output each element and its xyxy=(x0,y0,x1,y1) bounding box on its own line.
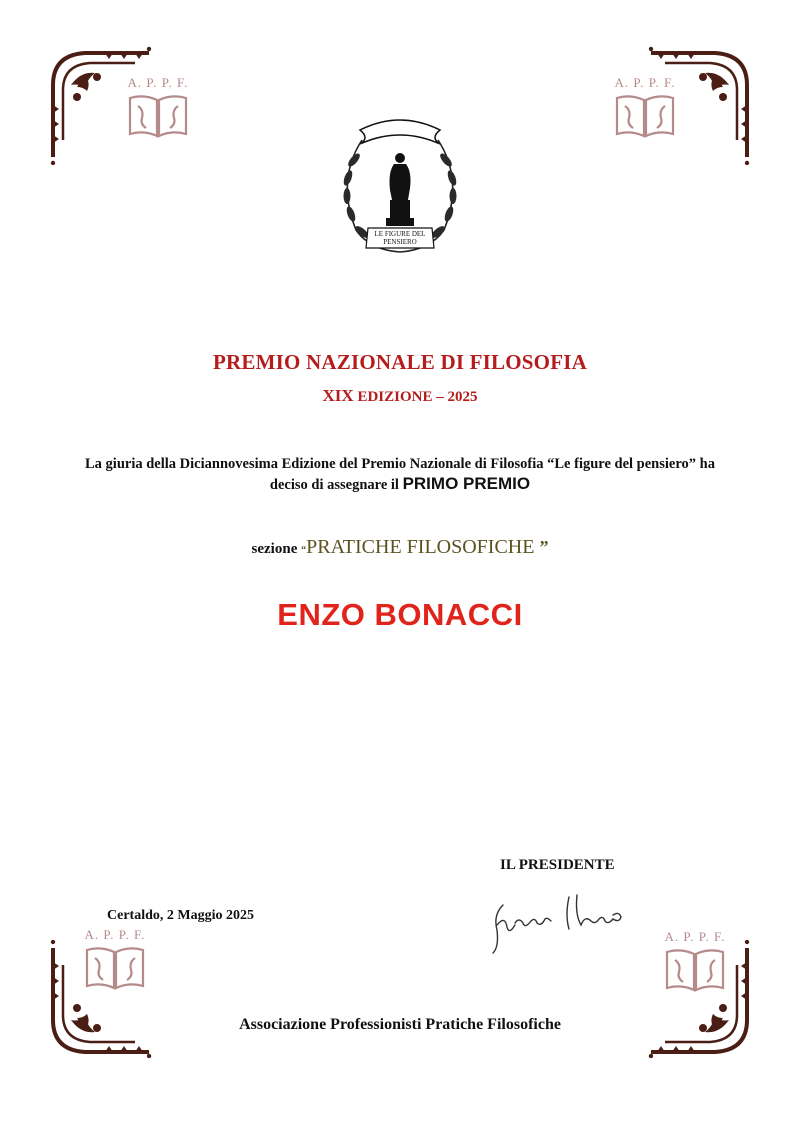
logo-text: A. P. P. F. xyxy=(84,927,146,942)
prize-label: PRIMO PREMIO xyxy=(402,474,531,493)
logo-text: A. P. P. F. xyxy=(127,75,189,90)
title-text: PREMIO NAZIONALE DI FILOSOFIA xyxy=(213,350,587,374)
logo-text: A. P. P. F. xyxy=(614,75,676,90)
emblem-caption-line2: PENSIERO xyxy=(383,238,417,246)
open-book-faces-icon xyxy=(613,92,677,140)
open-book-faces-icon xyxy=(126,92,190,140)
appf-logo-top-left xyxy=(115,75,201,140)
award-statement xyxy=(80,454,720,495)
edition-roman: XIX xyxy=(322,386,354,405)
president-label: IL PRESIDENTE xyxy=(500,857,615,873)
open-book-faces-icon xyxy=(663,946,727,994)
section-label: sezione xyxy=(251,541,302,557)
section-open-quote: “ xyxy=(301,545,307,556)
section-line xyxy=(0,536,800,559)
edition-rest: EDIZIONE – 2025 xyxy=(357,389,478,405)
association-name: Associazione Professionisti Pratiche Filosofiche xyxy=(239,1016,561,1033)
statement-text: La giuria della Diciannovesima Edizione del Premio Nazionale di Filosofia “Le figure del pensiero” ha deciso di assegnare il xyxy=(85,456,715,493)
laurel-wreath-statue-emblem xyxy=(330,100,470,265)
appf-logo-bottom-left xyxy=(72,927,158,992)
appf-logo-top-right xyxy=(602,75,688,140)
page-title xyxy=(0,350,800,375)
logo-text: A. P. P. F. xyxy=(664,929,726,944)
winner-name: ENZO BONACCI xyxy=(277,597,523,632)
open-book-faces-icon xyxy=(83,944,147,992)
appf-logo-bottom-right xyxy=(652,929,738,994)
place-date: Certaldo, 2 Maggio 2025 xyxy=(107,908,254,923)
emblem-caption-line1: LE FIGURE DEL xyxy=(374,230,426,238)
section-name: PRATICHE FILOSOFICHE xyxy=(306,536,540,558)
emblem-caption xyxy=(372,230,428,246)
edition-line xyxy=(0,386,800,406)
president-signature xyxy=(485,885,635,960)
section-close-quote: ” xyxy=(539,537,549,557)
